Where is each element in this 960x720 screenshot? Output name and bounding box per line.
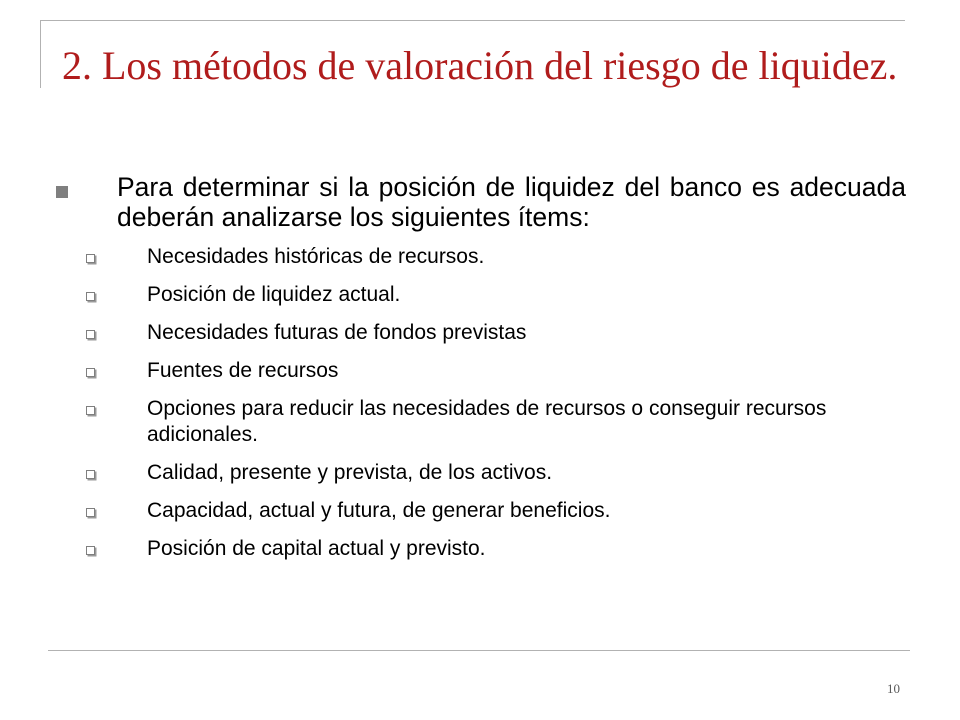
list-item-text: Necesidades futuras de fondos previstas [147,321,527,344]
list-item-text: Posición de capital actual y previsto. [147,537,486,560]
list-item [56,244,906,270]
bottom-rule [48,650,910,651]
list-item [56,498,906,524]
top-rule [40,20,905,21]
hollow-square-bullet-icon [86,508,95,517]
hollow-square-bullet-icon [86,406,95,415]
hollow-square-bullet-icon [86,330,95,339]
list-item [56,358,906,384]
slide-body [56,172,906,574]
hollow-square-bullet-icon [86,368,95,377]
list-item [56,536,906,562]
list-item-text: Necesidades históricas de recursos. [147,245,485,268]
square-bullet-icon [56,186,68,198]
hollow-square-bullet-icon [86,546,95,555]
list-item-text: Posición de liquidez actual. [147,283,401,306]
left-rule [40,20,41,88]
list-item-text: Opciones para reducir las necesidades de recursos o conseguir recursos adicionales. [147,397,827,446]
intro-text: Para determinar si la posición de liquidez del banco es adecuada deberán analizarse los siguientes ítems: [117,172,906,232]
hollow-square-bullet-icon [86,470,95,479]
list-item [56,396,906,448]
list-item [56,320,906,346]
list-item-text: Calidad, presente y prevista, de los activos. [147,461,553,484]
list-item [56,460,906,486]
sub-bullet-list [56,244,906,562]
list-item [56,282,906,308]
page-number: 10 [887,681,900,696]
main-bullet-item [56,172,906,232]
list-item-text: Fuentes de recursos [147,359,339,382]
slide-title: 2. Los métodos de valoración del riesgo de liquidez. [62,43,898,88]
hollow-square-bullet-icon [86,292,95,301]
hollow-square-bullet-icon [86,254,95,263]
list-item-text: Capacidad, actual y futura, de generar beneficios. [147,499,611,522]
